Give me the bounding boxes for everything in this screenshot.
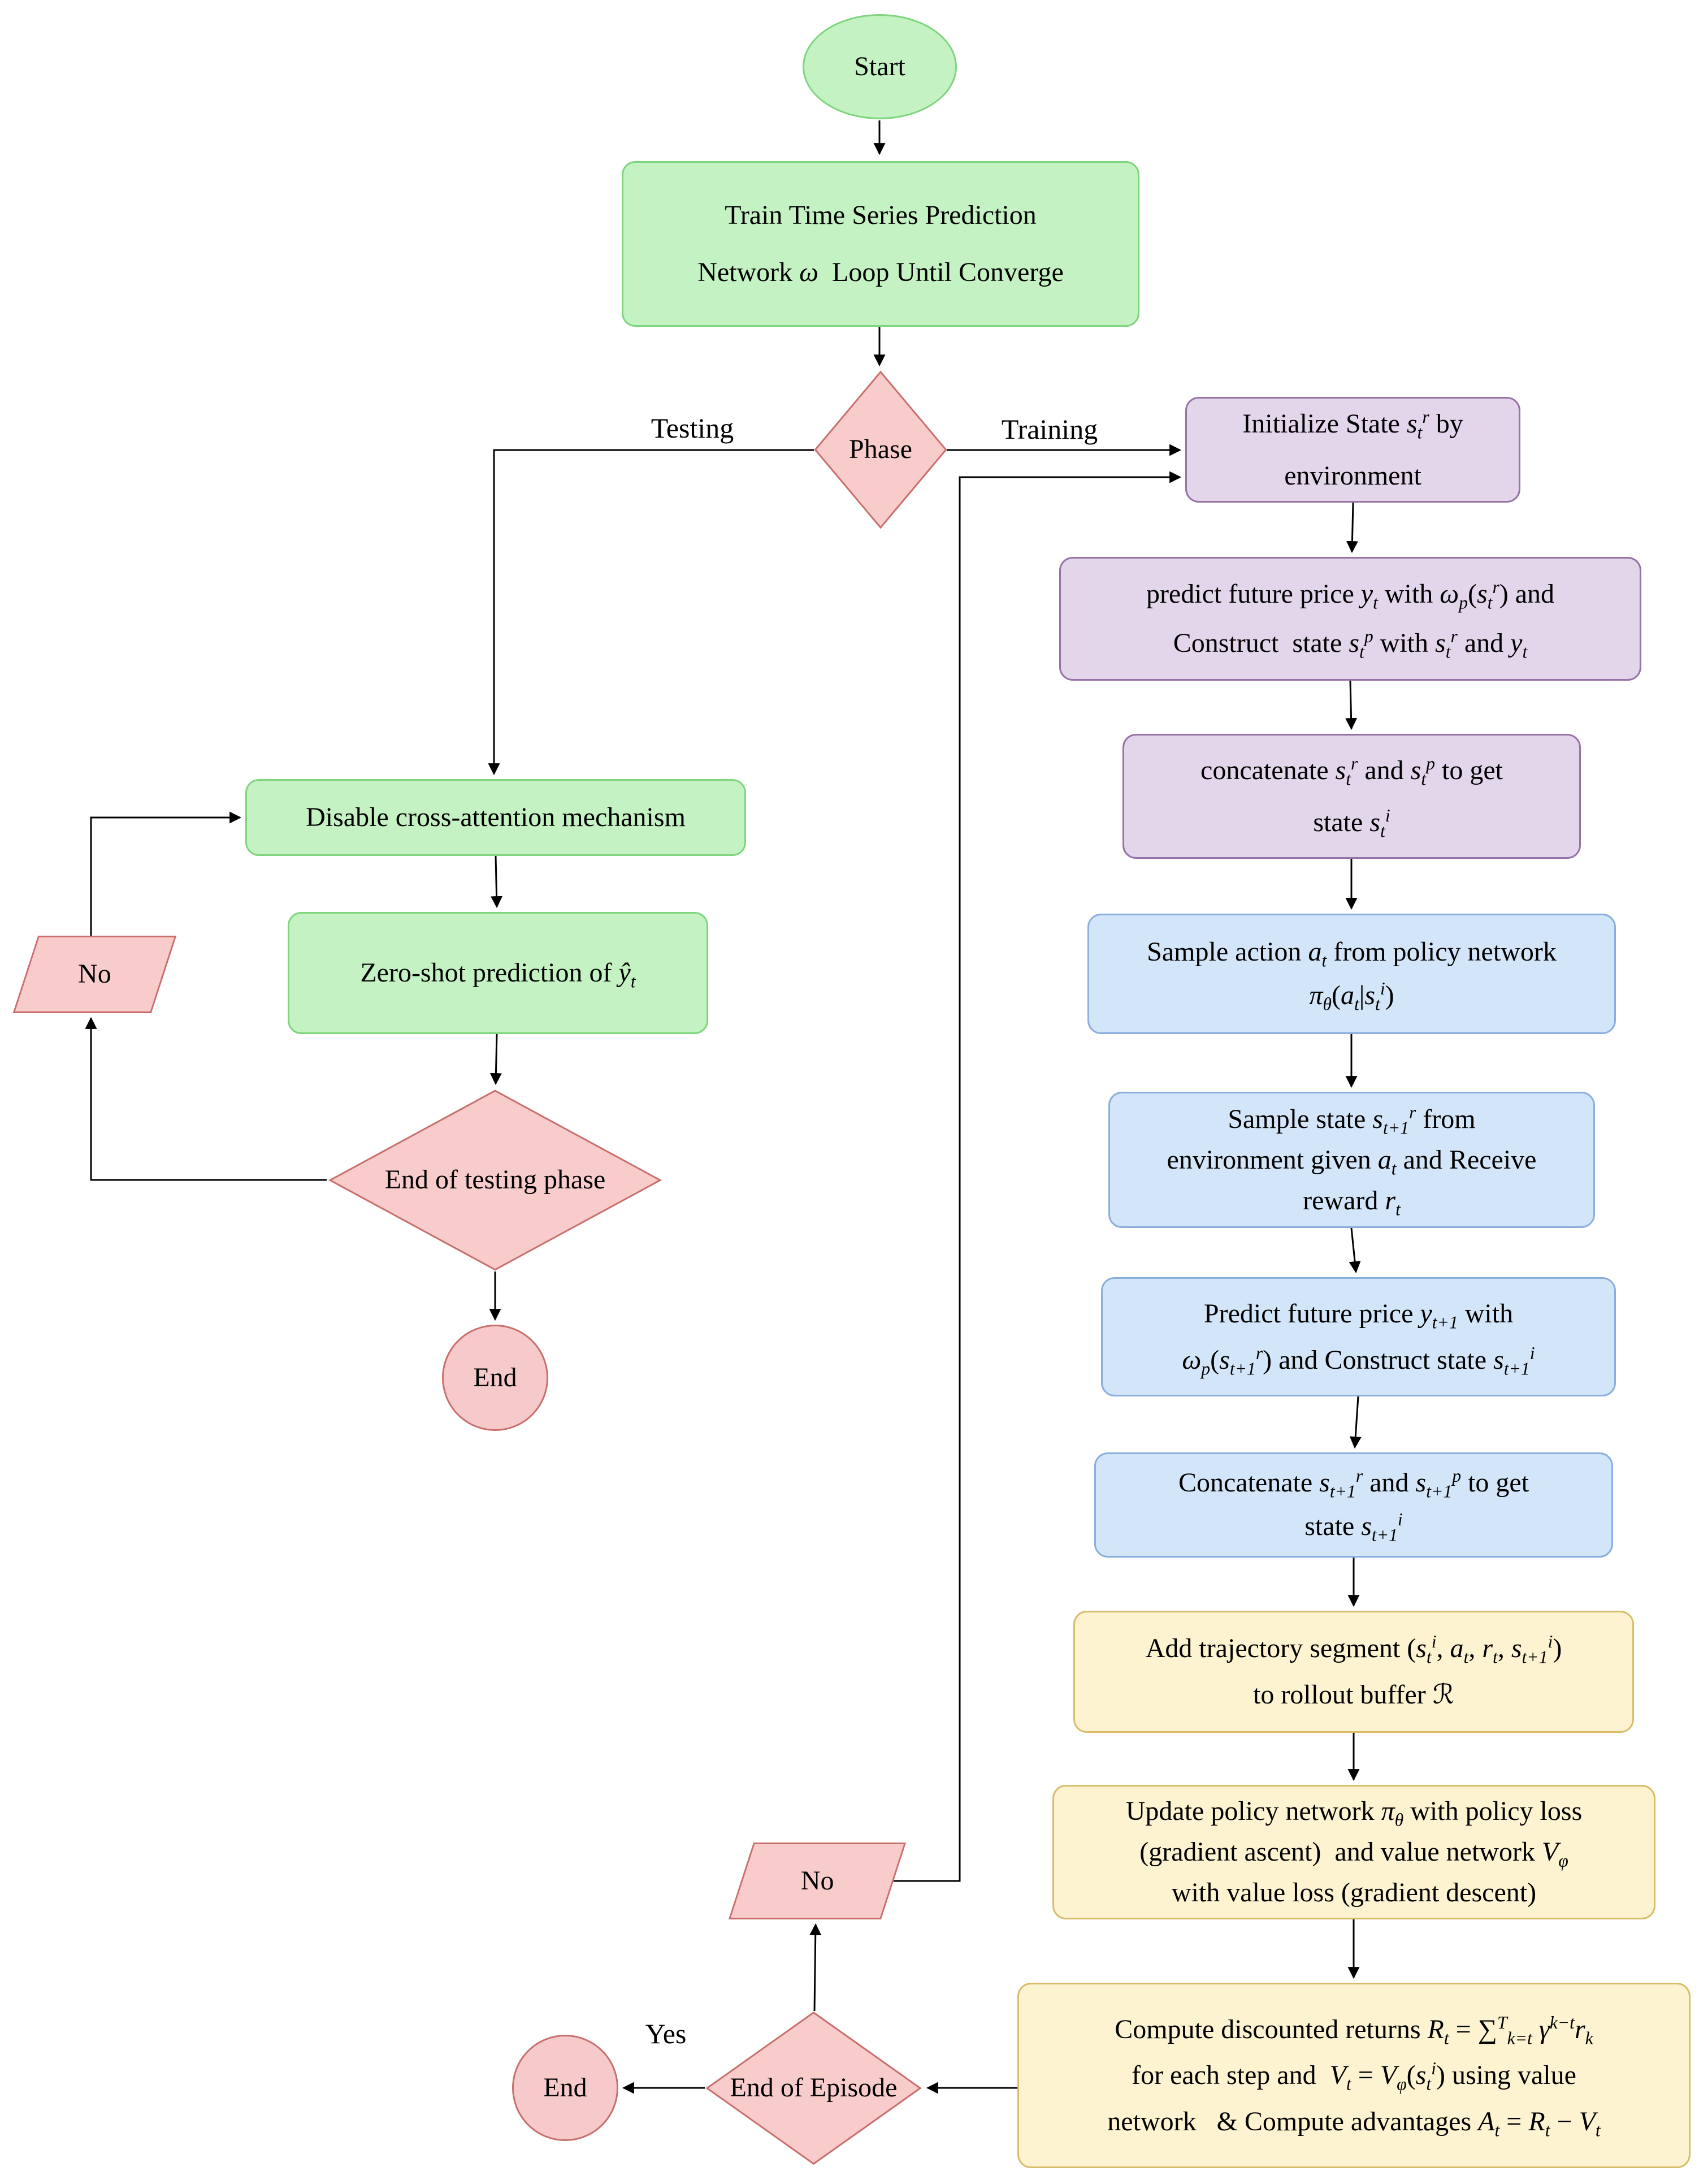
- node-sample-state-label: Sample state $s_{t+1}^r$ from environment given $a_t$ and Receive reward $r_t$: [1167, 1102, 1537, 1219]
- decision-end-of-testing-phase: [327, 1089, 664, 1272]
- node-train-network-label: Train Time Series Prediction Network ω Loop Until Converge: [697, 200, 1064, 287]
- node-concatenate-state-next-label: Concatenate $s_{t+1}^r$ and $s_{t+1}^p$ to get state $s_{t+1}^i$: [1178, 1466, 1529, 1545]
- node-end-left-label: End: [473, 1362, 517, 1392]
- node-end-left: [442, 1325, 548, 1431]
- node-disable-cross-attention-label: Disable cross-attention mechanism: [306, 802, 686, 832]
- node-concatenate-state-label: concatenate $s_t^r$ and $s_t^p$ to get state $s_t^i$: [1200, 754, 1503, 841]
- node-update-networks-label: Update policy network $\pi_\theta$ with policy loss (gradient ascent) and value network $V_\varphi$ with value loss (gradient descent): [1125, 1796, 1583, 1908]
- node-no-parallelogram-bottom: [729, 1843, 906, 1919]
- node-end-bottom: [512, 2035, 618, 2141]
- node-initialize-state: [1185, 397, 1520, 503]
- node-train-network: [622, 161, 1139, 327]
- node-update-networks: [1052, 1785, 1655, 1919]
- node-disable-cross-attention: [245, 779, 746, 856]
- edge-predict-next-to-concat-next: [1355, 1396, 1358, 1447]
- decision-end-of-episode-label: End of Episode: [730, 2073, 898, 2103]
- edge-init-to-predict: [1352, 503, 1353, 552]
- node-sample-action: [1087, 914, 1616, 1034]
- edge-label-training: Training: [1001, 413, 1098, 445]
- node-predict-price-next-label: Predict future price $y_{t+1}$ with $\omega_p(s_{t+1}^r)$ and Construct state $s_{t+1}^i$: [1182, 1298, 1535, 1379]
- node-no-bottom-label: No: [800, 1865, 834, 1896]
- node-predict-price-label: predict future price $y_t$ with $\omega_p(s_t^r)$ and Construct state $s_t^p$ with $s_t^r$ and $y_t$: [1146, 577, 1555, 662]
- node-add-trajectory: [1073, 1611, 1634, 1733]
- node-zero-shot-prediction: [288, 912, 708, 1034]
- edge-end-episode-to-no: [814, 1924, 816, 2011]
- node-zero-shot-prediction-label: Zero-shot prediction of $ŷ_t$: [360, 957, 636, 992]
- edge-label-testing: Testing: [651, 412, 734, 444]
- node-add-trajectory-label: Add trajectory segment ($s_t^i$, $a_t$, $r_t$, $s_{t+1}^i$) to rollout buffer ℛ: [1145, 1632, 1562, 1710]
- node-sample-action-label: Sample action $a_t$ from policy network $\pi_\theta(a_t|s_t^i)$: [1147, 936, 1557, 1014]
- node-compute-returns: [1017, 1983, 1691, 2168]
- node-no-parallelogram-left: [13, 936, 177, 1013]
- node-concatenate-state-next: [1094, 1452, 1613, 1558]
- node-predict-price-next: [1101, 1277, 1616, 1396]
- node-sample-state: [1108, 1092, 1595, 1228]
- edge-sample-state-to-predict-next: [1351, 1228, 1356, 1272]
- node-compute-returns-label: Compute discounted returns $R_t = \sum^T_{k=t}$ $\gamma^{k-t}r_k$ for each step and $V_t = V_\varphi(s_t^i)$ using value network & Compute advantages $A_t = R_t - V_t$: [1107, 2012, 1601, 2140]
- decision-end-of-testing-phase-label: End of testing phase: [384, 1165, 606, 1195]
- node-concatenate-state: [1122, 734, 1581, 859]
- edge-disable-to-zeroshot: [496, 856, 497, 907]
- edge-no-loop-to-disable: [91, 818, 240, 936]
- decision-phase: [814, 370, 947, 529]
- node-end-bottom-label: End: [543, 2072, 587, 2103]
- node-start-label: Start: [854, 51, 905, 81]
- node-predict-price: [1059, 557, 1641, 681]
- node-start: [803, 14, 957, 119]
- node-no-left-label: No: [78, 959, 111, 989]
- edge-predict-to-concat: [1350, 681, 1351, 729]
- node-initialize-state-label: Initialize State $s_t^r$ by environment: [1242, 407, 1463, 491]
- edge-zeroshot-to-end-testing: [496, 1034, 497, 1084]
- decision-end-of-episode: [705, 2011, 922, 2165]
- edge-phase-to-disable-testing: [494, 450, 814, 774]
- edge-label-yes: Yes: [645, 2018, 687, 2049]
- edge-end-testing-no-to-para: [91, 1018, 327, 1180]
- decision-phase-label: Phase: [849, 434, 912, 465]
